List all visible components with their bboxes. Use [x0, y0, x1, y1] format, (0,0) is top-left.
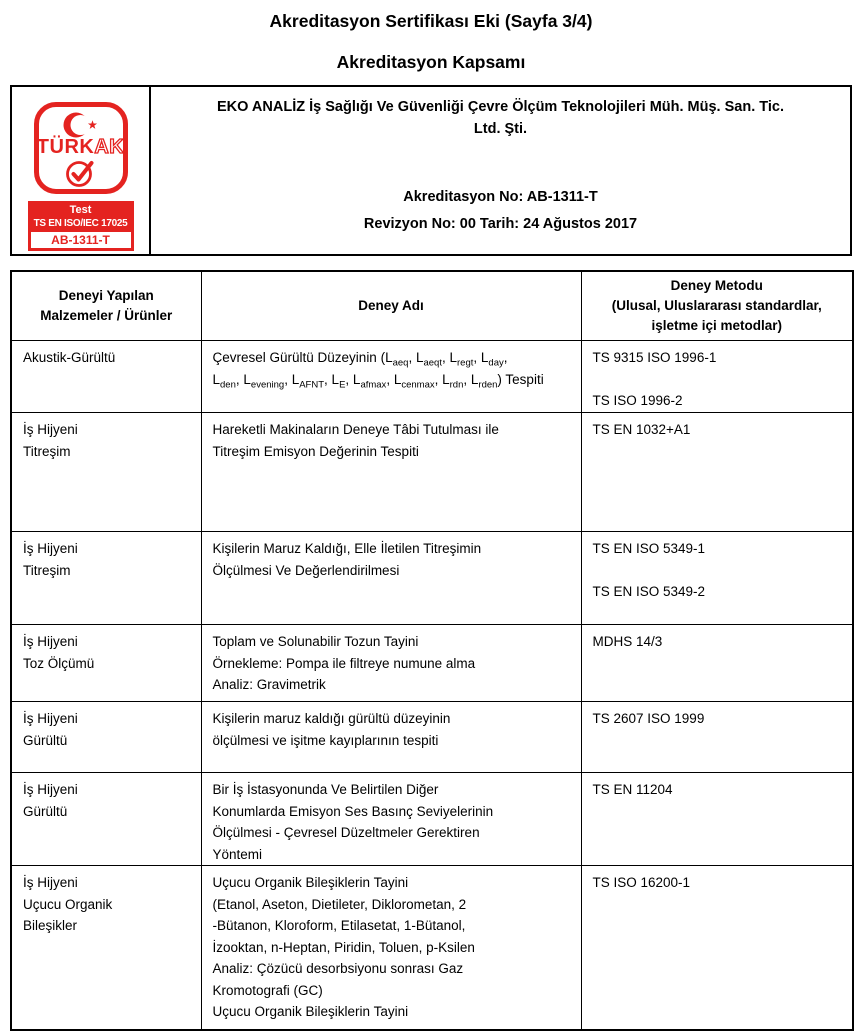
- test-name-cell: Çevresel Gürültü Düzeyinin ($L_{aeq}$, $L_{aeqt}$, $L_{regt}$, $L_{day}$, $L_{den}$, $L_{evening}$, $L_{AFNT}$, $L_E$, $L_{afmax}$, $L_{cenmax}$, $L_{rdn}$, $L_{rden}$) Tespiti: [201, 341, 581, 413]
- turkak-accreditation-badge: [28, 201, 134, 251]
- method-cell: MDHS 14/3: [581, 625, 853, 702]
- material-cell: İş Hijyeni Gürültü: [11, 773, 201, 866]
- page-title: Akreditasyon Sertifikası Eki (Sayfa 3/4): [269, 11, 593, 31]
- checkmark-icon: [61, 156, 101, 188]
- org-name-line1: EKO ANALİZ İş Sağlığı Ve Güvenliği Çevre Ölçüm Teknolojileri Müh. Müş. San. Tic.: [217, 99, 784, 115]
- org-name-line2: Ltd. Şti.: [473, 121, 528, 137]
- method-cell: TS EN 1032+A1: [581, 413, 853, 532]
- table-body: [11, 341, 853, 1030]
- material-cell: İş Hijyeni Titreşim: [11, 413, 201, 532]
- badge-standard-label: TS EN ISO/IEC 17025: [33, 218, 128, 229]
- table-header-row: [11, 271, 853, 341]
- badge-code-label: AB-1311-T: [31, 232, 131, 248]
- table-row: [11, 773, 853, 866]
- header-test-name: Deney Adı: [201, 271, 581, 341]
- header-materials: Deneyi Yapılan Malzemeler / Ürünler: [11, 271, 201, 341]
- turkak-wordmark: [37, 137, 124, 157]
- org-info-cell: [151, 87, 850, 254]
- turkak-logo: [12, 87, 151, 254]
- crescent-star-icon: [61, 111, 101, 139]
- test-name-cell: Kişilerin Maruz Kaldığı, Elle İletilen Titreşimin Ölçülmesi Ve Değerlendirilmesi: [201, 532, 581, 625]
- method-cell: TS EN 11204: [581, 773, 853, 866]
- method-cell: TS 2607 ISO 1999: [581, 702, 853, 773]
- scope-table: [10, 270, 854, 1031]
- test-name-cell: Bir İş İstasyonunda Ve Belirtilen Diğer Konumlarda Emisyon Ses Basınç Seviyelerinin Ölçülmesi - Çevresel Düzeltmeler Gerektiren Yöntemi: [201, 773, 581, 866]
- revision-date: Revizyon No: 00 Tarih: 24 Ağustos 2017: [363, 216, 638, 232]
- table-row: [11, 702, 853, 773]
- table-row: [11, 866, 853, 1030]
- header-test-method: Deney Metodu (Ulusal, Uluslararası standardlar, işletme içi metodlar): [581, 271, 853, 341]
- page-subtitle: Akreditasyon Kapsamı: [336, 52, 526, 72]
- material-cell: İş Hijyeni Titreşim: [11, 532, 201, 625]
- header-box: [10, 85, 852, 256]
- table-row: [11, 341, 853, 413]
- test-name-cell: Toplam ve Solunabilir Tozun Tayini Örnekleme: Pompa ile filtreye numune alma Analiz: Gravimetrik: [201, 625, 581, 702]
- test-name-cell: Kişilerin maruz kaldığı gürültü düzeyinin ölçülmesi ve işitme kayıplarının tespiti: [201, 702, 581, 773]
- material-cell: İş Hijyeni Toz Ölçümü: [11, 625, 201, 702]
- turkak-wordmark-turk: TÜRK: [36, 135, 95, 158]
- table-row: [11, 413, 853, 532]
- badge-test-label: Test: [69, 204, 92, 216]
- org-name: [151, 96, 850, 140]
- method-cell: TS 9315 ISO 1996-1 TS ISO 1996-2: [581, 341, 853, 413]
- accreditation-no: Akreditasyon No: AB-1311-T: [403, 189, 598, 205]
- turkak-wordmark-ak: AK: [94, 135, 125, 158]
- material-cell: Akustik-Gürültü: [11, 341, 201, 413]
- method-cell: TS EN ISO 5349-1 TS EN ISO 5349-2: [581, 532, 853, 625]
- material-cell: İş Hijyeni Uçucu Organik Bileşikler: [11, 866, 201, 1030]
- turkak-logo-square: [34, 102, 128, 194]
- table-row: [11, 532, 853, 625]
- table-row: [11, 625, 853, 702]
- test-name-cell: Uçucu Organik Bileşiklerin Tayini (Etanol, Aseton, Dietileter, Diklorometan, 2 -Bütanon, Kloroform, Etilasetat, 1-Bütanol, İzooktan, n-Heptan, Piridin, Toluen, p-Ksilen Analiz: Çözücü desorbsiyonu sonrası Gaz Kromotografi (GC) Uçucu Organik Bileşiklerin Tayini: [201, 866, 581, 1030]
- test-name-cell: Hareketli Makinaların Deneye Tâbi Tutulması ile Titreşim Emisyon Değerinin Tespiti: [201, 413, 581, 532]
- method-cell: TS ISO 16200-1: [581, 866, 853, 1030]
- material-cell: İş Hijyeni Gürültü: [11, 702, 201, 773]
